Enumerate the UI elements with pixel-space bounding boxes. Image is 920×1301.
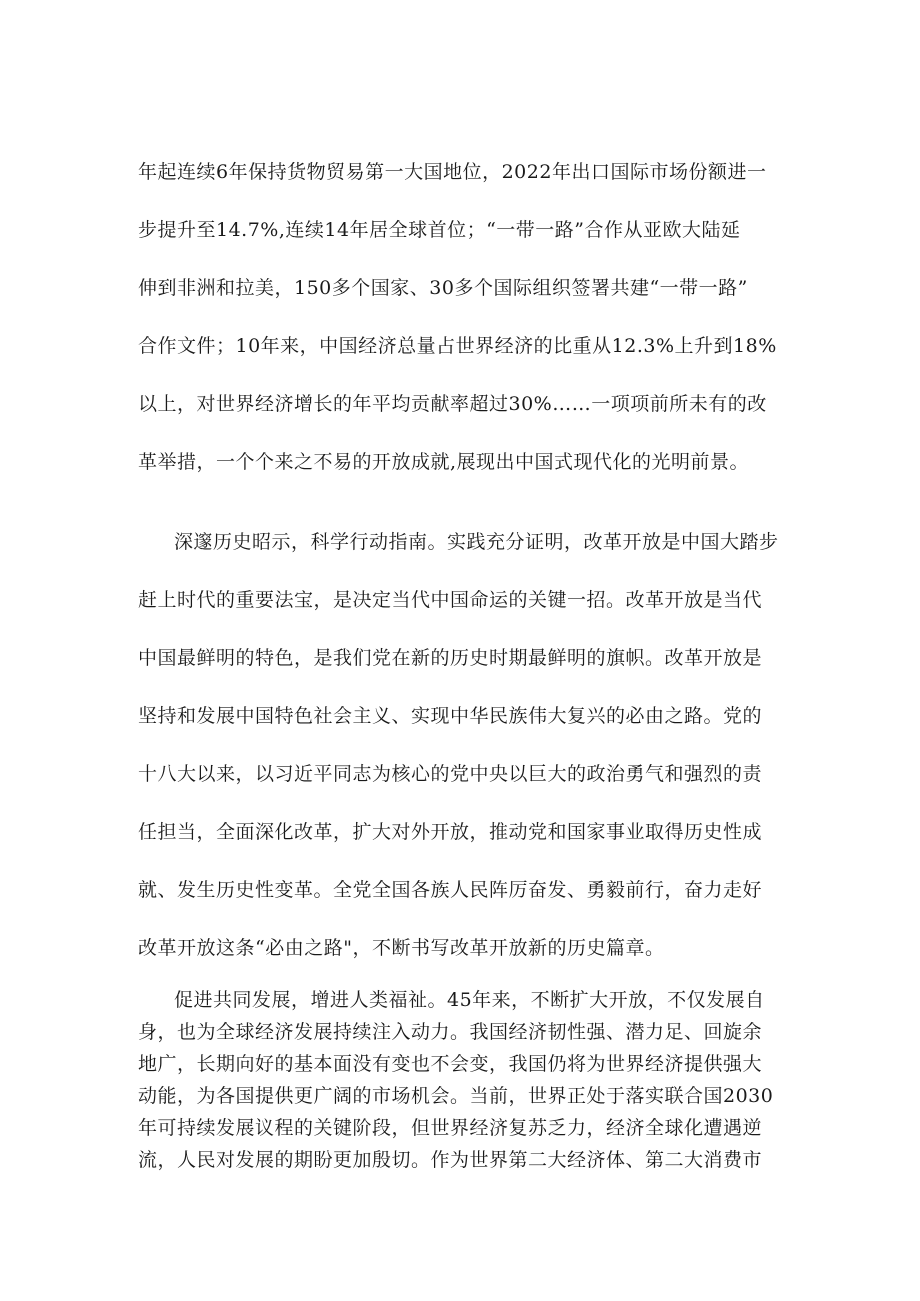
paragraph-1 [138,152,786,500]
text-line: 合作文件；10年来，中国经济总量占世界经济的比重从12.3%上升到18% [138,335,777,357]
text-line: 坚持和发展中国特色社会主义、实现中华民族伟大复兴的必由之路。党的 [138,705,763,727]
text-line: 年起连续6年保持货物贸易第一大国地位，2022年出口国际市场份额进一 [138,161,767,183]
text-line: 步提升至14.7%,连续14年居全球首位；“一带一路”合作从亚欧大陆延 [138,219,741,241]
text-line: 促进共同发展，增进人类福祉。45年来，不断扩大开放，不仅发展自 [174,989,765,1011]
text-line: 革举措，一个个来之不易的开放成就,展现出中国式现代化的光明前景。 [138,451,750,473]
text-line: 地广，长期向好的基本面没有变也不会变，我国仍将为世界经济提供强大 [138,1053,763,1075]
text-line: 中国最鲜明的特色，是我们党在新的历史时期最鲜明的旗帜。改革开放是 [138,647,763,669]
text-line: 流，人民对发展的期盼更加殷切。作为世界第二大经济体、第二大消费市 [138,1149,763,1171]
paragraph-2 [138,522,786,986]
text-line: 以上，对世界经济增长的年平均贡献率超过30%……一项项前所未有的改 [138,393,767,415]
text-line: 身，也为全球经济发展持续注入动力。我国经济韧性强、潜力足、回旋余 [138,1021,763,1043]
text-line: 十八大以来，以习近平同志为核心的党中央以巨大的政治勇气和强烈的责 [138,763,763,785]
text-line: 年可持续发展议程的关键阶段，但世界经济复苏乏力，经济全球化遭遇逆 [138,1117,763,1139]
text-line: 深邃历史昭示，科学行动指南。实践充分证明，改革开放是中国大踏步 [174,531,779,553]
text-line: 任担当，全面深化改革，扩大对外开放，推动党和国家事业取得历史性成 [138,821,763,843]
text-line: 动能，为各国提供更广阔的市场机会。当前，世界正处于落实联合国2030 [138,1085,774,1107]
paragraph-3 [138,984,786,1176]
text-line: 就、发生历史性变革。全党全国各族人民阵厉奋发、勇毅前行，奋力走好 [138,879,763,901]
text-line: 伸到非洲和拉美，150多个国家、30多个国际组织签署共建“一带一路” [138,277,748,299]
text-line: 改革开放这条“必由之路"，不断书写改革开放新的历史篇章。 [138,937,665,959]
text-line: 赶上时代的重要法宝，是决定当代中国命运的关键一招。改革开放是当代 [138,589,763,611]
